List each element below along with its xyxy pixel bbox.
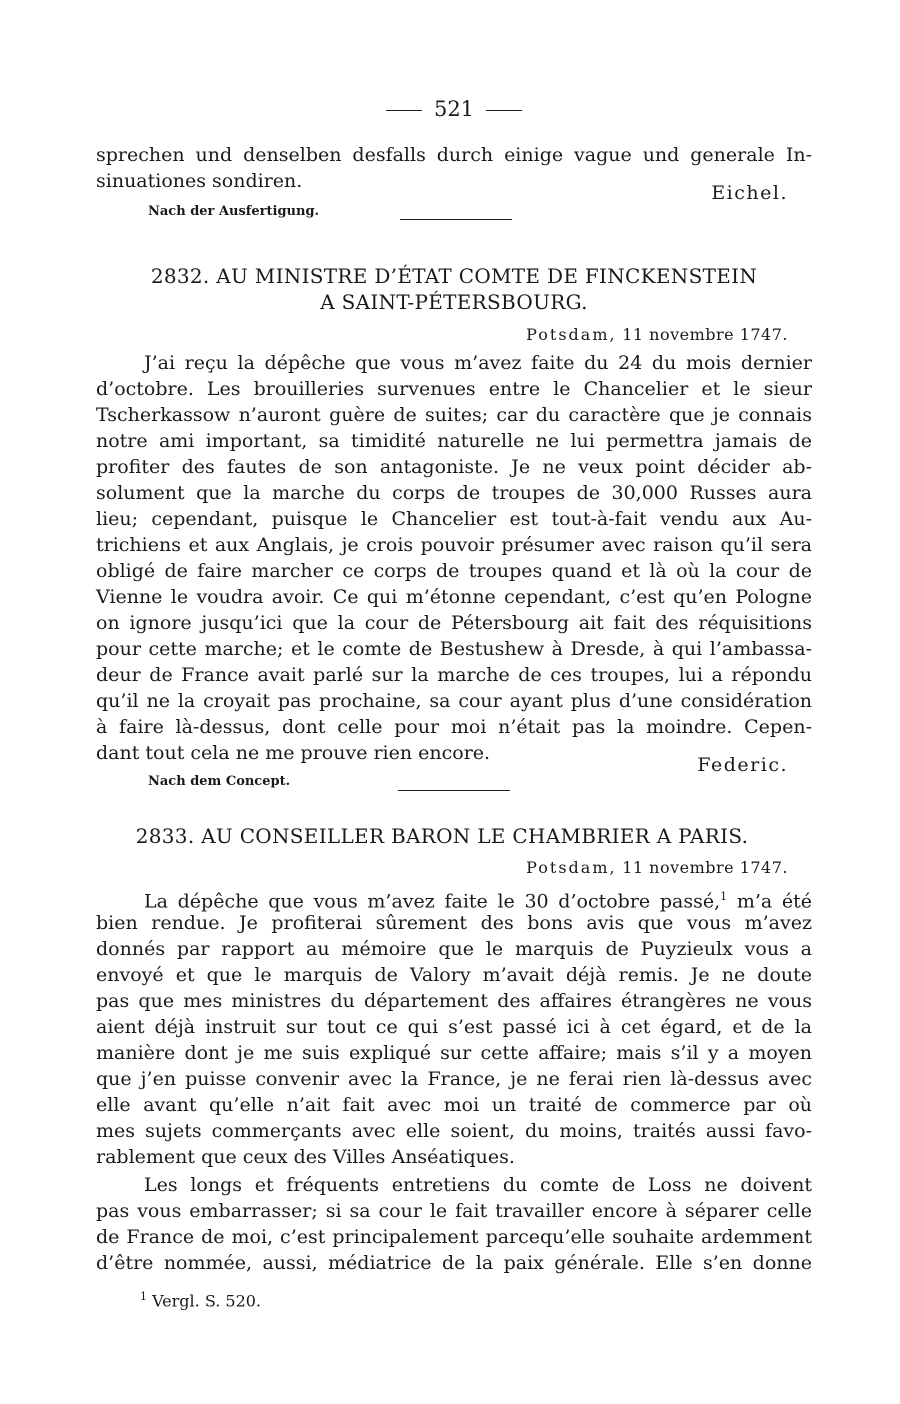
dateline-place: Potsdam,: [526, 325, 617, 344]
text-line: pas vous embarrasser; si sa cour le fait travailler encore à séparer celle: [96, 1200, 812, 1222]
letter-heading: 2833. AU CONSEILLER BARON LE CHAMBRIER A PARIS.: [135, 824, 749, 848]
dateline-date: 11 novembre 1747.: [622, 858, 788, 877]
dateline: [526, 325, 788, 344]
letter-heading: 2832. AU MINISTRE D’ÉTAT COMTE DE FINCKENSTEIN: [150, 264, 758, 288]
page-number-dash-left: [386, 110, 422, 111]
text-line: d’être nommée, aussi, médiatrice de la paix générale. Elle s’en donne: [96, 1252, 812, 1274]
text-line: mes sujets commerçants avec elle soient, du moins, traités aussi favo-: [96, 1120, 812, 1142]
text-line: de France de moi, c’est principalement parcequ’elle souhaite ardemment: [96, 1226, 812, 1248]
footnote-number: 1: [140, 1290, 147, 1303]
section-rule: [398, 790, 510, 791]
text-line: que j’en puisse convenir avec la France, je ne ferai rien là-dessus avec: [96, 1068, 812, 1090]
text-line: solument que la marche du corps de troupes de 30,000 Russes aura: [96, 482, 812, 504]
text-line: Les longs et fréquents entretiens du comte de Loss ne doivent: [144, 1174, 812, 1196]
source-note: Nach der Ausfertigung.: [148, 204, 320, 219]
text-line: dant tout cela ne me prouve rien encore.: [96, 742, 491, 764]
page-number-dash-right: [486, 110, 522, 111]
text-line: manière dont je me suis expliqué sur cette affaire; mais s’il y a moyen: [96, 1042, 812, 1064]
text-line-start: La dépêche que vous m’avez faite le 30 d’octobre passé,: [144, 890, 721, 913]
text-line-tail: m’a été: [736, 890, 812, 913]
footnote-text: Vergl. S. 520.: [152, 1291, 262, 1311]
text-line: bien rendue. Je profiterai sûrement des bons avis que vous m’avez: [96, 912, 812, 934]
text-line: pour cette marche; et le comte de Bestushew à Dresde, à qui l’ambassa-: [96, 638, 812, 660]
footnote-marker: 1: [720, 890, 728, 903]
signature-eichel: Eichel.: [711, 182, 788, 204]
source-note: Nach dem Concept.: [148, 774, 291, 789]
section-rule: [400, 219, 512, 220]
text-line: à faire là-dessus, dont celle pour moi n’était pas la moindre. Cepen-: [96, 716, 812, 738]
text-line: rablement que ceux des Villes Anséatiques.: [96, 1146, 515, 1168]
text-line: pas que mes ministres du département des affaires étrangères ne vous: [96, 990, 812, 1012]
page-number: 521: [96, 96, 812, 122]
text-line: Vienne le voudra avoir. Ce qui m’étonne cependant, c’est qu’en Pologne: [96, 586, 812, 608]
text-line: aient déjà instruit sur tout ce qui s’est passé ici à cet égard, et de la: [96, 1016, 812, 1038]
letter-heading-line2: A SAINT-PÉTERSBOURG.: [320, 290, 588, 314]
text-line: Tscherkassow n’auront guère de suites; car du caractère que je connais: [96, 404, 812, 426]
text-line: obligé de faire marcher ce corps de troupes quand et là où la cour de: [96, 560, 812, 582]
text-line: notre ami important, sa timidité naturelle ne lui permettra jamais de: [96, 430, 812, 452]
dateline: [526, 858, 788, 877]
text-line: sinuationes sondiren.: [96, 170, 303, 192]
signature-federic: Federic.: [697, 754, 788, 776]
text-line: elle avant qu’elle n’ait fait avec moi un traité de commerce par où: [96, 1094, 812, 1116]
text-line: lieu; cependant, puisque le Chancelier est tout-à-fait vendu aux Au-: [96, 508, 812, 530]
footnote: [140, 1290, 261, 1310]
text-line: deur de France avait parlé sur la marche de ces troupes, lui a répondu: [96, 664, 812, 686]
text-line: sprechen und denselben desfalls durch einige vague und generale In-: [96, 144, 812, 166]
text-line: trichiens et aux Anglais, je crois pouvoir présumer avec raison qu’il sera: [96, 534, 812, 556]
text-line: d’octobre. Les brouilleries survenues entre le Chancelier et le sieur: [96, 378, 812, 400]
text-line: qu’il ne la croyait pas prochaine, sa cour ayant plus d’une considération: [96, 690, 812, 712]
dateline-place: Potsdam,: [526, 858, 617, 877]
text-line: donnés par rapport au mémoire que le marquis de Puyzieulx vous a: [96, 938, 812, 960]
dateline-date: 11 novembre 1747.: [622, 325, 788, 344]
text-line: envoyé et que le marquis de Valory m’avait déjà remis. Je ne doute: [96, 964, 812, 986]
text-line: profiter des fautes de son antagoniste. Je ne veux point décider ab-: [96, 456, 812, 478]
text-line: on ignore jusqu’ici que la cour de Pétersbourg ait fait des réquisitions: [96, 612, 812, 634]
text-line: J’ai reçu la dépêche que vous m’avez faite du 24 du mois dernier: [144, 352, 812, 374]
